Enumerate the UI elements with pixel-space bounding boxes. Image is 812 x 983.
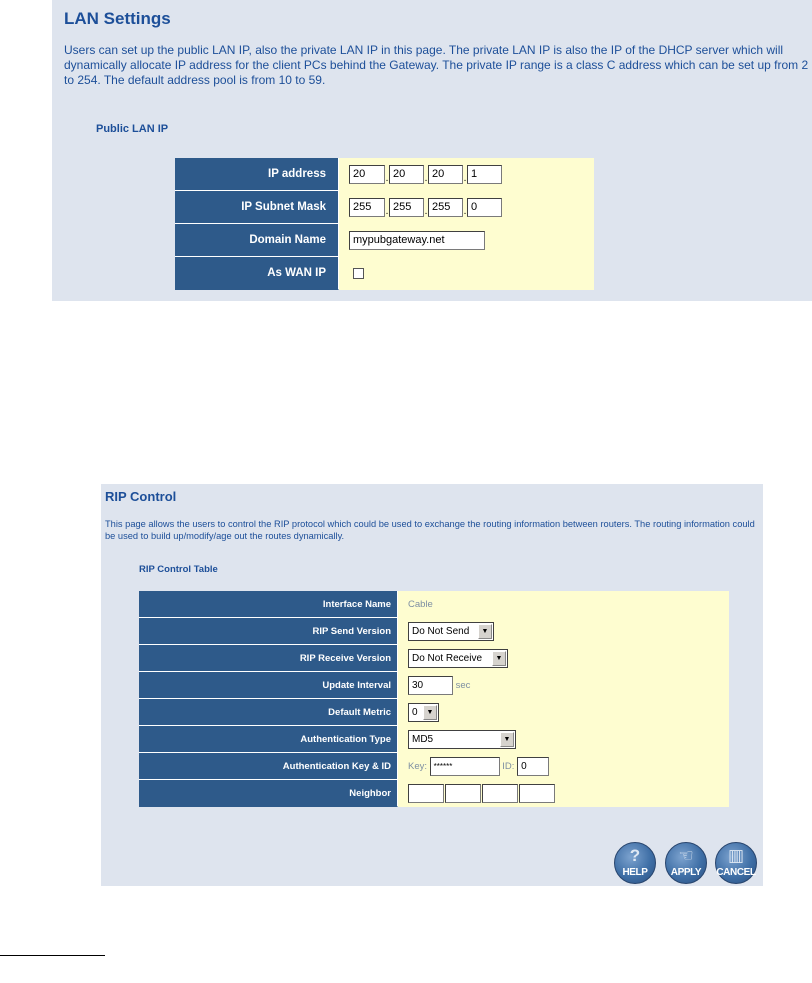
subnet-mask-octet-4[interactable]: 0 [467,198,502,217]
subnet-mask-label: IP Subnet Mask [175,191,339,224]
rip-control-panel [101,484,763,886]
chevron-down-icon[interactable]: ▼ [500,732,514,747]
lan-settings-panel [52,0,812,301]
selected-value: 0 [412,707,418,718]
rip-receive-version-cell [398,645,729,672]
footnote-rule [0,955,105,956]
neighbor-octet-4[interactable] [519,784,555,803]
table-row [175,191,594,224]
page-title: LAN Settings [64,9,171,28]
update-interval-unit: sec [455,680,471,691]
rip-receive-version-select[interactable] [408,649,508,668]
page-title: RIP Control [105,489,177,504]
section-title: RIP Control Table [139,564,218,575]
octet-separator: . [385,173,389,184]
ip-address-octet-2[interactable]: 20 [389,165,424,184]
ip-address-octet-4[interactable]: 1 [467,165,502,184]
trash-icon: ▥ [727,846,745,865]
subnet-mask-octet-2[interactable]: 255 [389,198,424,217]
subnet-mask-octet-1[interactable]: 255 [349,198,385,217]
section-title: Public LAN IP [96,123,169,135]
ip-address-cell [339,158,594,191]
selected-value: Do Not Receive [412,653,483,664]
default-metric-label: Default Metric [139,699,398,726]
authentication-id-input[interactable]: 0 [517,757,549,776]
authentication-type-cell [398,726,729,753]
update-interval-cell [398,672,729,699]
neighbor-octet-1[interactable] [408,784,444,803]
table-row [139,618,729,645]
hand-icon: ☜ [678,846,694,865]
table-row [139,726,729,753]
subnet-mask-cell [339,191,594,224]
authentication-key-id-label: Authentication Key & ID [139,753,398,780]
rip-send-version-label: RIP Send Version [139,618,398,645]
octet-separator: . [463,206,467,217]
update-interval-label: Update Interval [139,672,398,699]
apply-button[interactable] [665,842,707,884]
octet-separator: . [463,173,467,184]
selected-value: Do Not Send [412,626,470,637]
chevron-down-icon[interactable]: ▼ [423,705,437,720]
octet-separator: . [424,206,428,217]
help-button[interactable] [614,842,656,884]
as-wan-ip-cell [339,257,594,290]
domain-name-cell [339,224,594,257]
table-row [139,780,729,807]
rip-send-version-select[interactable] [408,622,494,641]
table-row [175,158,594,191]
question-icon: ? [629,846,641,865]
public-lan-ip-table [175,158,594,290]
subnet-mask-octet-3[interactable]: 255 [428,198,463,217]
apply-button-label: APPLY [670,867,702,878]
table-row [139,699,729,726]
key-label: Key: [408,761,428,772]
domain-name-input[interactable]: mypubgateway.net [349,231,485,250]
table-row [175,257,594,290]
default-metric-cell [398,699,729,726]
update-interval-input[interactable]: 30 [408,676,453,695]
interface-name-cell [398,591,729,618]
page-description: Users can set up the public LAN IP, also the private LAN IP in this page. The private LAN IP is also the IP of the DHCP server which will dynamically allocate IP address for the client PCs behind the Gateway. The private IP range is a class C address which can be set up from 2 to 254. The default address pool is from 10 to 59. [64,43,809,87]
table-row [175,224,594,257]
ip-address-label: IP address [175,158,339,191]
table-row [139,645,729,672]
octet-separator: . [424,173,428,184]
default-metric-select[interactable] [408,703,439,722]
cancel-button[interactable] [715,842,757,884]
help-button-label: HELP [622,867,648,878]
chevron-down-icon[interactable]: ▼ [492,651,506,666]
authentication-type-label: Authentication Type [139,726,398,753]
octet-separator: . [385,206,389,217]
neighbor-label: Neighbor [139,780,398,807]
chevron-down-icon[interactable]: ▼ [478,624,492,639]
table-row [139,672,729,699]
table-row [139,591,729,618]
as-wan-ip-checkbox[interactable] [353,268,364,279]
rip-send-version-cell [398,618,729,645]
rip-control-table [139,591,729,807]
neighbor-cell [398,780,729,807]
page-description: This page allows the users to control the RIP protocol which could be used to exchange the routing information between routers. The routing information could be used to build up/modify/age out the routes dynamically. [105,519,755,541]
selected-value: MD5 [412,734,434,745]
neighbor-octet-3[interactable] [482,784,518,803]
interface-name-value: Cable [408,598,433,610]
neighbor-octet-2[interactable] [445,784,481,803]
ip-address-octet-1[interactable]: 20 [349,165,385,184]
cancel-button-label: CANCEL [716,867,756,878]
rip-receive-version-label: RIP Receive Version [139,645,398,672]
as-wan-ip-label: As WAN IP [175,257,339,290]
authentication-type-select[interactable] [408,730,516,749]
interface-name-label: Interface Name [139,591,398,618]
ip-address-octet-3[interactable]: 20 [428,165,463,184]
authentication-key-id-cell [398,753,729,780]
table-row [139,753,729,780]
id-label: ID: [502,761,515,772]
authentication-key-input[interactable]: ****** [430,757,500,776]
domain-name-label: Domain Name [175,224,339,257]
